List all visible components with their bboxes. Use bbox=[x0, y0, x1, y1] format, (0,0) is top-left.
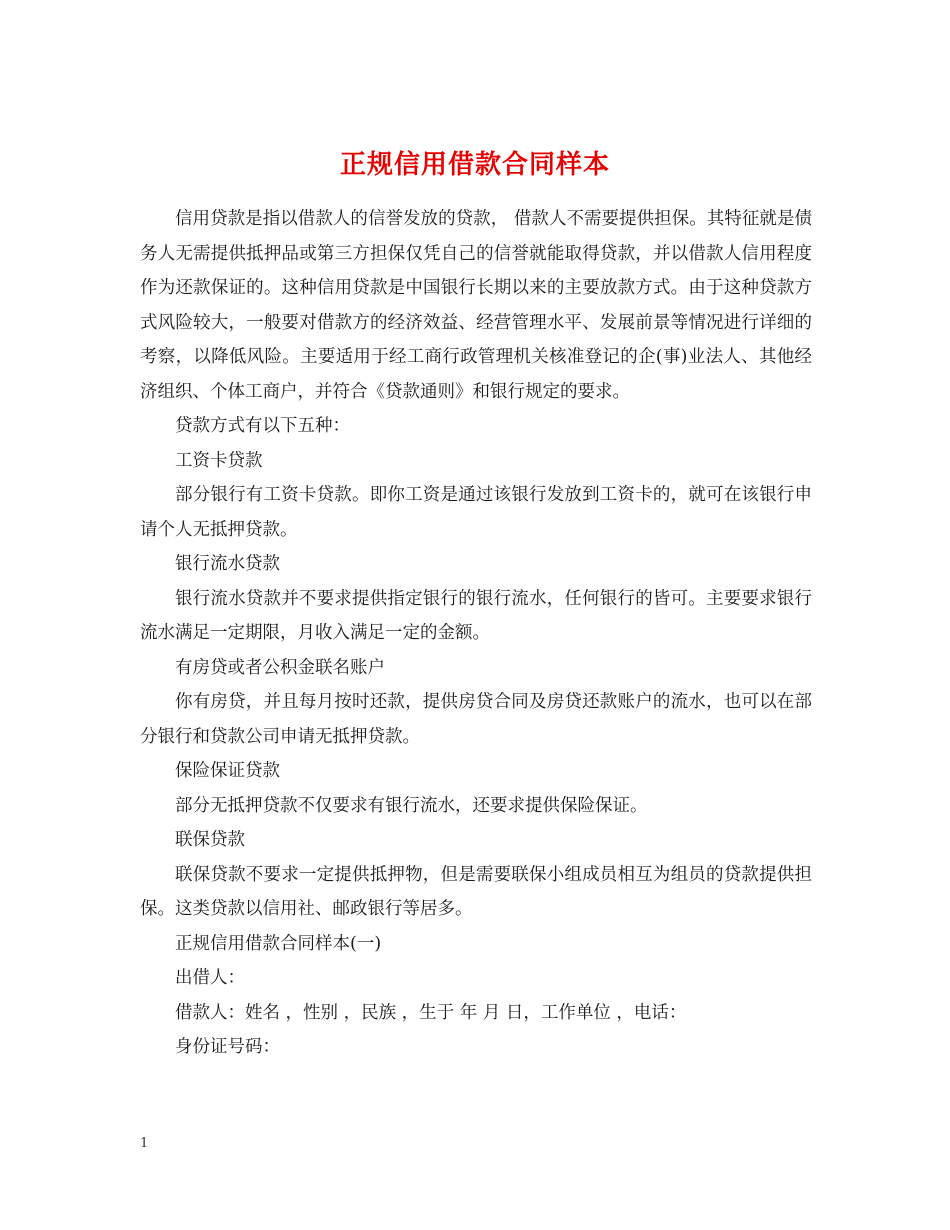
paragraph-insurance-text: 部分无抵押贷款不仅要求有银行流水，还要求提供保险保证。 bbox=[175, 795, 648, 816]
paragraph-mortgage-text: 你有房贷，并且每月按时还款，提供房贷合同及房贷还款账户的流水，也可以在部分银行和贷款公司申请无抵押贷款。 bbox=[140, 692, 812, 747]
paragraph-intro: 信用贷款是指以借款人的信誉发放的贷款， 借款人不需要提供担保。其特征就是债务人无需提供抵押品或第三方担保仅凭自己的信誉就能取得贷款，并以借款人信用程度作为还款保证的。这种信用贷款是中国银行长期以来的主要放款方式。由于这种贷款方式风险较大，一般要对借款方的经济效益、经营管理水平、发展前景等情况进行详细的考察，以降低风险。主要适用于经工商行政管理机关核准登记的企(事)业法人、其他经济组织、个体工商户，并符合《贷款通则》和银行规定的要求。 bbox=[140, 209, 812, 402]
paragraph-lender-field: 出借人： bbox=[175, 968, 245, 988]
paragraph-borrower-field: 借款人：姓名 ，性别 ，民族 ，生于 年 月 日，工作单位 ，电话： bbox=[175, 1002, 687, 1023]
paragraph-salary-card-text: 部分银行有工资卡贷款。即你工资是通过该银行发放到工资卡的，就可在该银行申请个人无抵押贷款。 bbox=[140, 485, 812, 540]
paragraph-id-number-field: 身份证号码： bbox=[175, 1037, 280, 1057]
paragraph-salary-card-heading: 工资卡贷款 bbox=[175, 450, 263, 471]
document-body bbox=[140, 202, 812, 1065]
paragraph-mortgage-heading: 有房贷或者公积金联名账户 bbox=[175, 657, 385, 678]
paragraph-loan-types-heading: 贷款方式有以下五种： bbox=[175, 416, 350, 436]
paragraph-insurance-heading: 保险保证贷款 bbox=[175, 761, 280, 781]
paragraph-joint-guarantee-heading: 联保贷款 bbox=[175, 830, 245, 850]
paragraph-joint-guarantee-text: 联保贷款不要求一定提供抵押物，但是需要联保小组成员相互为组员的贷款提供担保。这类贷款以信用社、邮政银行等居多。 bbox=[140, 864, 812, 919]
page-number: 1 bbox=[140, 1136, 149, 1151]
paragraph-bank-flow-heading: 银行流水贷款 bbox=[175, 554, 280, 574]
document-title: 正规信用借款合同样本 bbox=[339, 150, 610, 181]
paragraph-contract-sample-heading: 正规信用借款合同样本(一) bbox=[175, 933, 382, 954]
paragraph-bank-flow-text: 银行流水贷款并不要求提供指定银行的银行流水，任何银行的皆可。主要要求银行流水满足一定期限，月收入满足一定的金额。 bbox=[140, 588, 812, 643]
